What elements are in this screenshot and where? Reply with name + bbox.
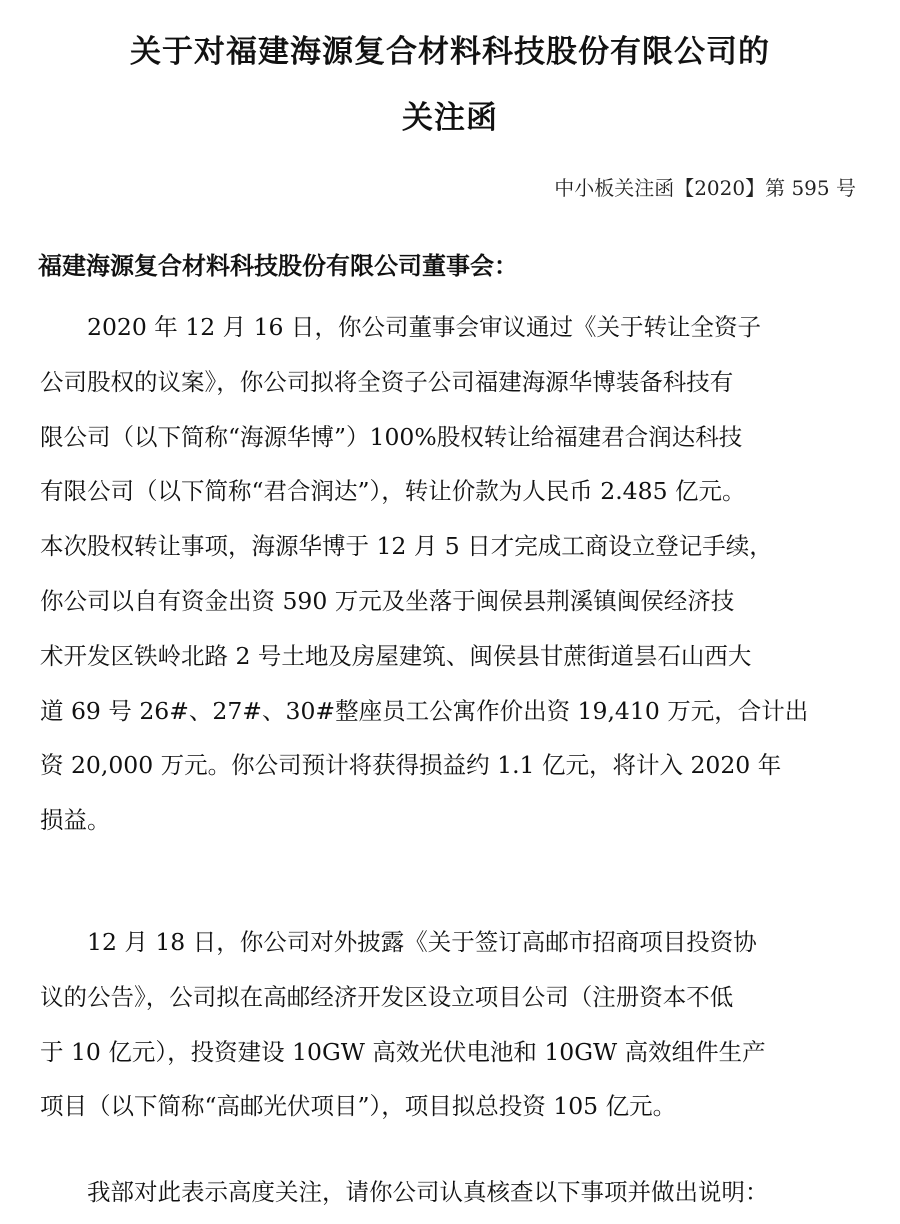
paragraph-line: 道 69 号 26#、27#、30#整座员工公寓作价出资 19,410 万元，合计出 bbox=[40, 696, 809, 725]
paragraph-line: 本次股权转让事项，海源华博于 12 月 5 日才完成工商设立登记手续， bbox=[40, 532, 773, 561]
document-number: 中小板关注函【2020】第 595 号 bbox=[554, 176, 856, 200]
paragraph-line: 议的公告》，公司拟在高邮经济开发区设立项目公司（注册资本不低 bbox=[40, 982, 734, 1011]
paragraph-line: 于 10 亿元），投资建设 10GW 高效光伏电池和 10GW 高效组件生产 bbox=[40, 1037, 766, 1066]
paragraph-line: 项目（以下简称“高邮光伏项目”），项目拟总投资 105 亿元。 bbox=[40, 1092, 677, 1121]
paragraph-3 bbox=[40, 1165, 862, 1220]
paragraph-line: 损益。 bbox=[40, 806, 111, 835]
paragraph-line: 有限公司（以下简称“君合润达”），转让价款为人民币 2.485 亿元。 bbox=[40, 477, 746, 506]
paragraph-1 bbox=[40, 300, 862, 848]
paragraph-line: 12 月 18 日，你公司对外披露《关于签订高邮市招商项目投资协 bbox=[40, 928, 757, 956]
document-title-line-1: 关于对福建海源复合材料科技股份有限公司的 bbox=[130, 34, 770, 70]
paragraph-line: 限公司（以下简称“海源华博”）100%股权转让给福建君合润达科技 bbox=[40, 422, 743, 451]
addressee: 福建海源复合材料科技股份有限公司董事会： bbox=[38, 252, 518, 280]
paragraph-line: 术开发区铁岭北路 2 号土地及房屋建筑、闽侯县甘蔗街道昙石山西大 bbox=[40, 641, 752, 670]
paragraph-2 bbox=[40, 915, 862, 1134]
paragraph-line: 公司股权的议案》，你公司拟将全资子公司福建海源华博装备科技有 bbox=[40, 367, 734, 396]
paragraph-line: 资 20,000 万元。你公司预计将获得损益约 1.1 亿元，将计入 2020 年 bbox=[40, 751, 782, 780]
paragraph-line: 我部对此表示高度关注，请你公司认真核查以下事项并做出说明： bbox=[40, 1178, 769, 1206]
document-title-line-2: 关注函 bbox=[402, 100, 498, 136]
paragraph-line: 你公司以自有资金出资 590 万元及坐落于闽侯县荆溪镇闽侯经济技 bbox=[40, 586, 735, 615]
paragraph-line: 2020 年 12 月 16 日，你公司董事会审议通过《关于转让全资子 bbox=[40, 313, 761, 341]
